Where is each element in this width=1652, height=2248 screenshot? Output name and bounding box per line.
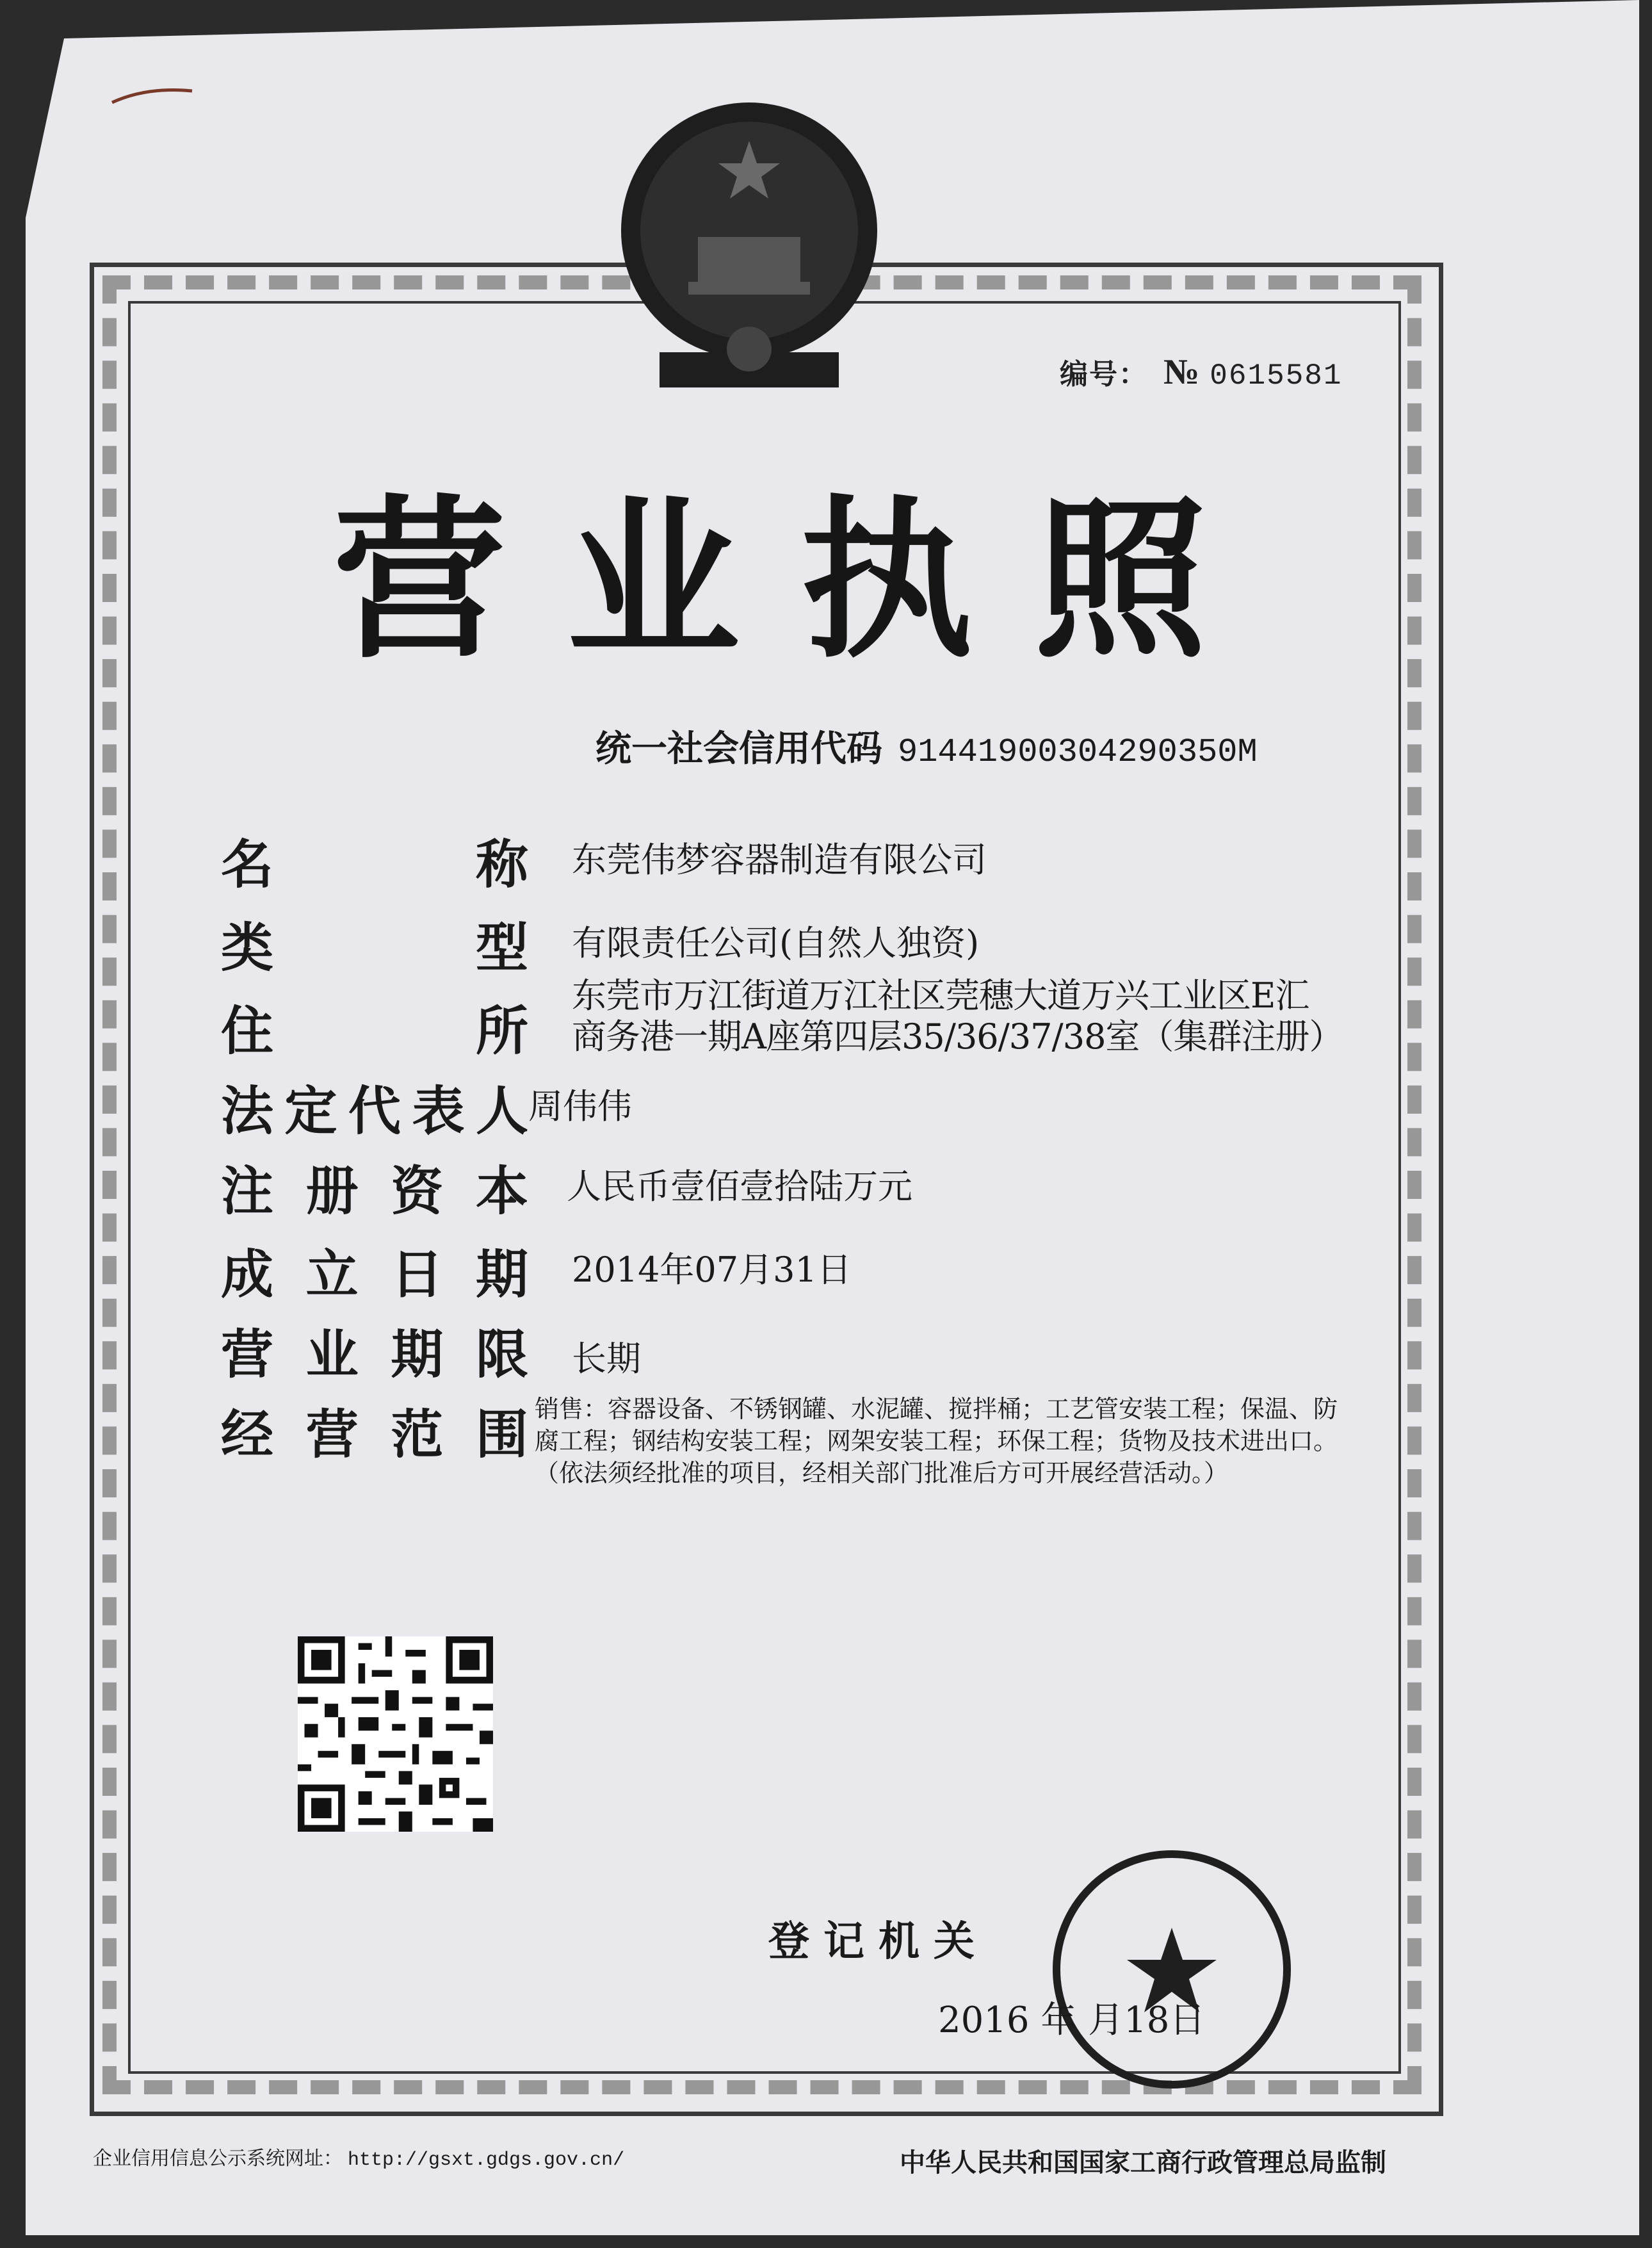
field-value: 有限责任公司(自然人独资) <box>572 923 980 963</box>
credit-code <box>595 721 1258 772</box>
field-label: 住所 <box>221 1001 528 1062</box>
field-value: 长期 <box>572 1339 641 1379</box>
field-value: 销售：容器设备、不锈钢罐、水泥罐、搅拌桶；工艺管安装工程；保温、防腐工程；钢结构安装工程；网架安装工程；环保工程；货物及技术进出口。（依法须经批准的项目，经相关部门批准后方可开展经营活动。） <box>535 1395 1338 1487</box>
serial-number <box>1060 351 1343 393</box>
field-value: 周伟伟 <box>528 1086 632 1127</box>
document-title: 营业执照 <box>333 480 1268 681</box>
credit-code-value: 91441900304290350M <box>898 733 1258 771</box>
registration-authority-label: 登记机关 <box>768 1918 989 1966</box>
issue-date: 2016 年 月18日 <box>938 2000 1206 2041</box>
serial-prefix: № <box>1163 352 1201 392</box>
field-label: 注册资本 <box>221 1161 528 1222</box>
serial-value: 0615581 <box>1210 359 1343 393</box>
field-label: 成立日期 <box>221 1244 528 1305</box>
field-label: 类型 <box>221 918 528 979</box>
official-seal <box>1047 1845 1297 2094</box>
field-label: 营业期限 <box>221 1324 528 1385</box>
footer-website-label: 企业信用信息公示系统网址： <box>93 2147 343 2170</box>
field-value: 东莞伟梦容器制造有限公司 <box>572 840 987 880</box>
field-label: 经营范围 <box>221 1405 528 1465</box>
credit-code-label: 统一社会信用代码 <box>595 728 882 770</box>
serial-label: 编号： <box>1060 359 1148 390</box>
field-label: 法定代表人 <box>221 1081 528 1142</box>
footer-website-url: http://gsxt.gdgs.gov.cn/ <box>348 2149 625 2171</box>
field-label: 名称 <box>221 835 528 895</box>
qr-code <box>298 1636 493 1832</box>
field-value: 东莞市万江街道万江社区莞穗大道万兴工业区E汇商务港一期A座第四层35/36/37/38室（集群注册） <box>572 975 1343 1057</box>
field-value: 2014年07月31日 <box>572 1250 852 1290</box>
footer-supervisor: 中华人民共和国国家工商行政管理总局监制 <box>900 2148 1386 2178</box>
field-value: 人民币壹佰壹拾陆万元 <box>567 1166 912 1207</box>
footer-website <box>93 2142 624 2171</box>
national-emblem <box>615 96 884 397</box>
staple-mark <box>109 83 198 109</box>
